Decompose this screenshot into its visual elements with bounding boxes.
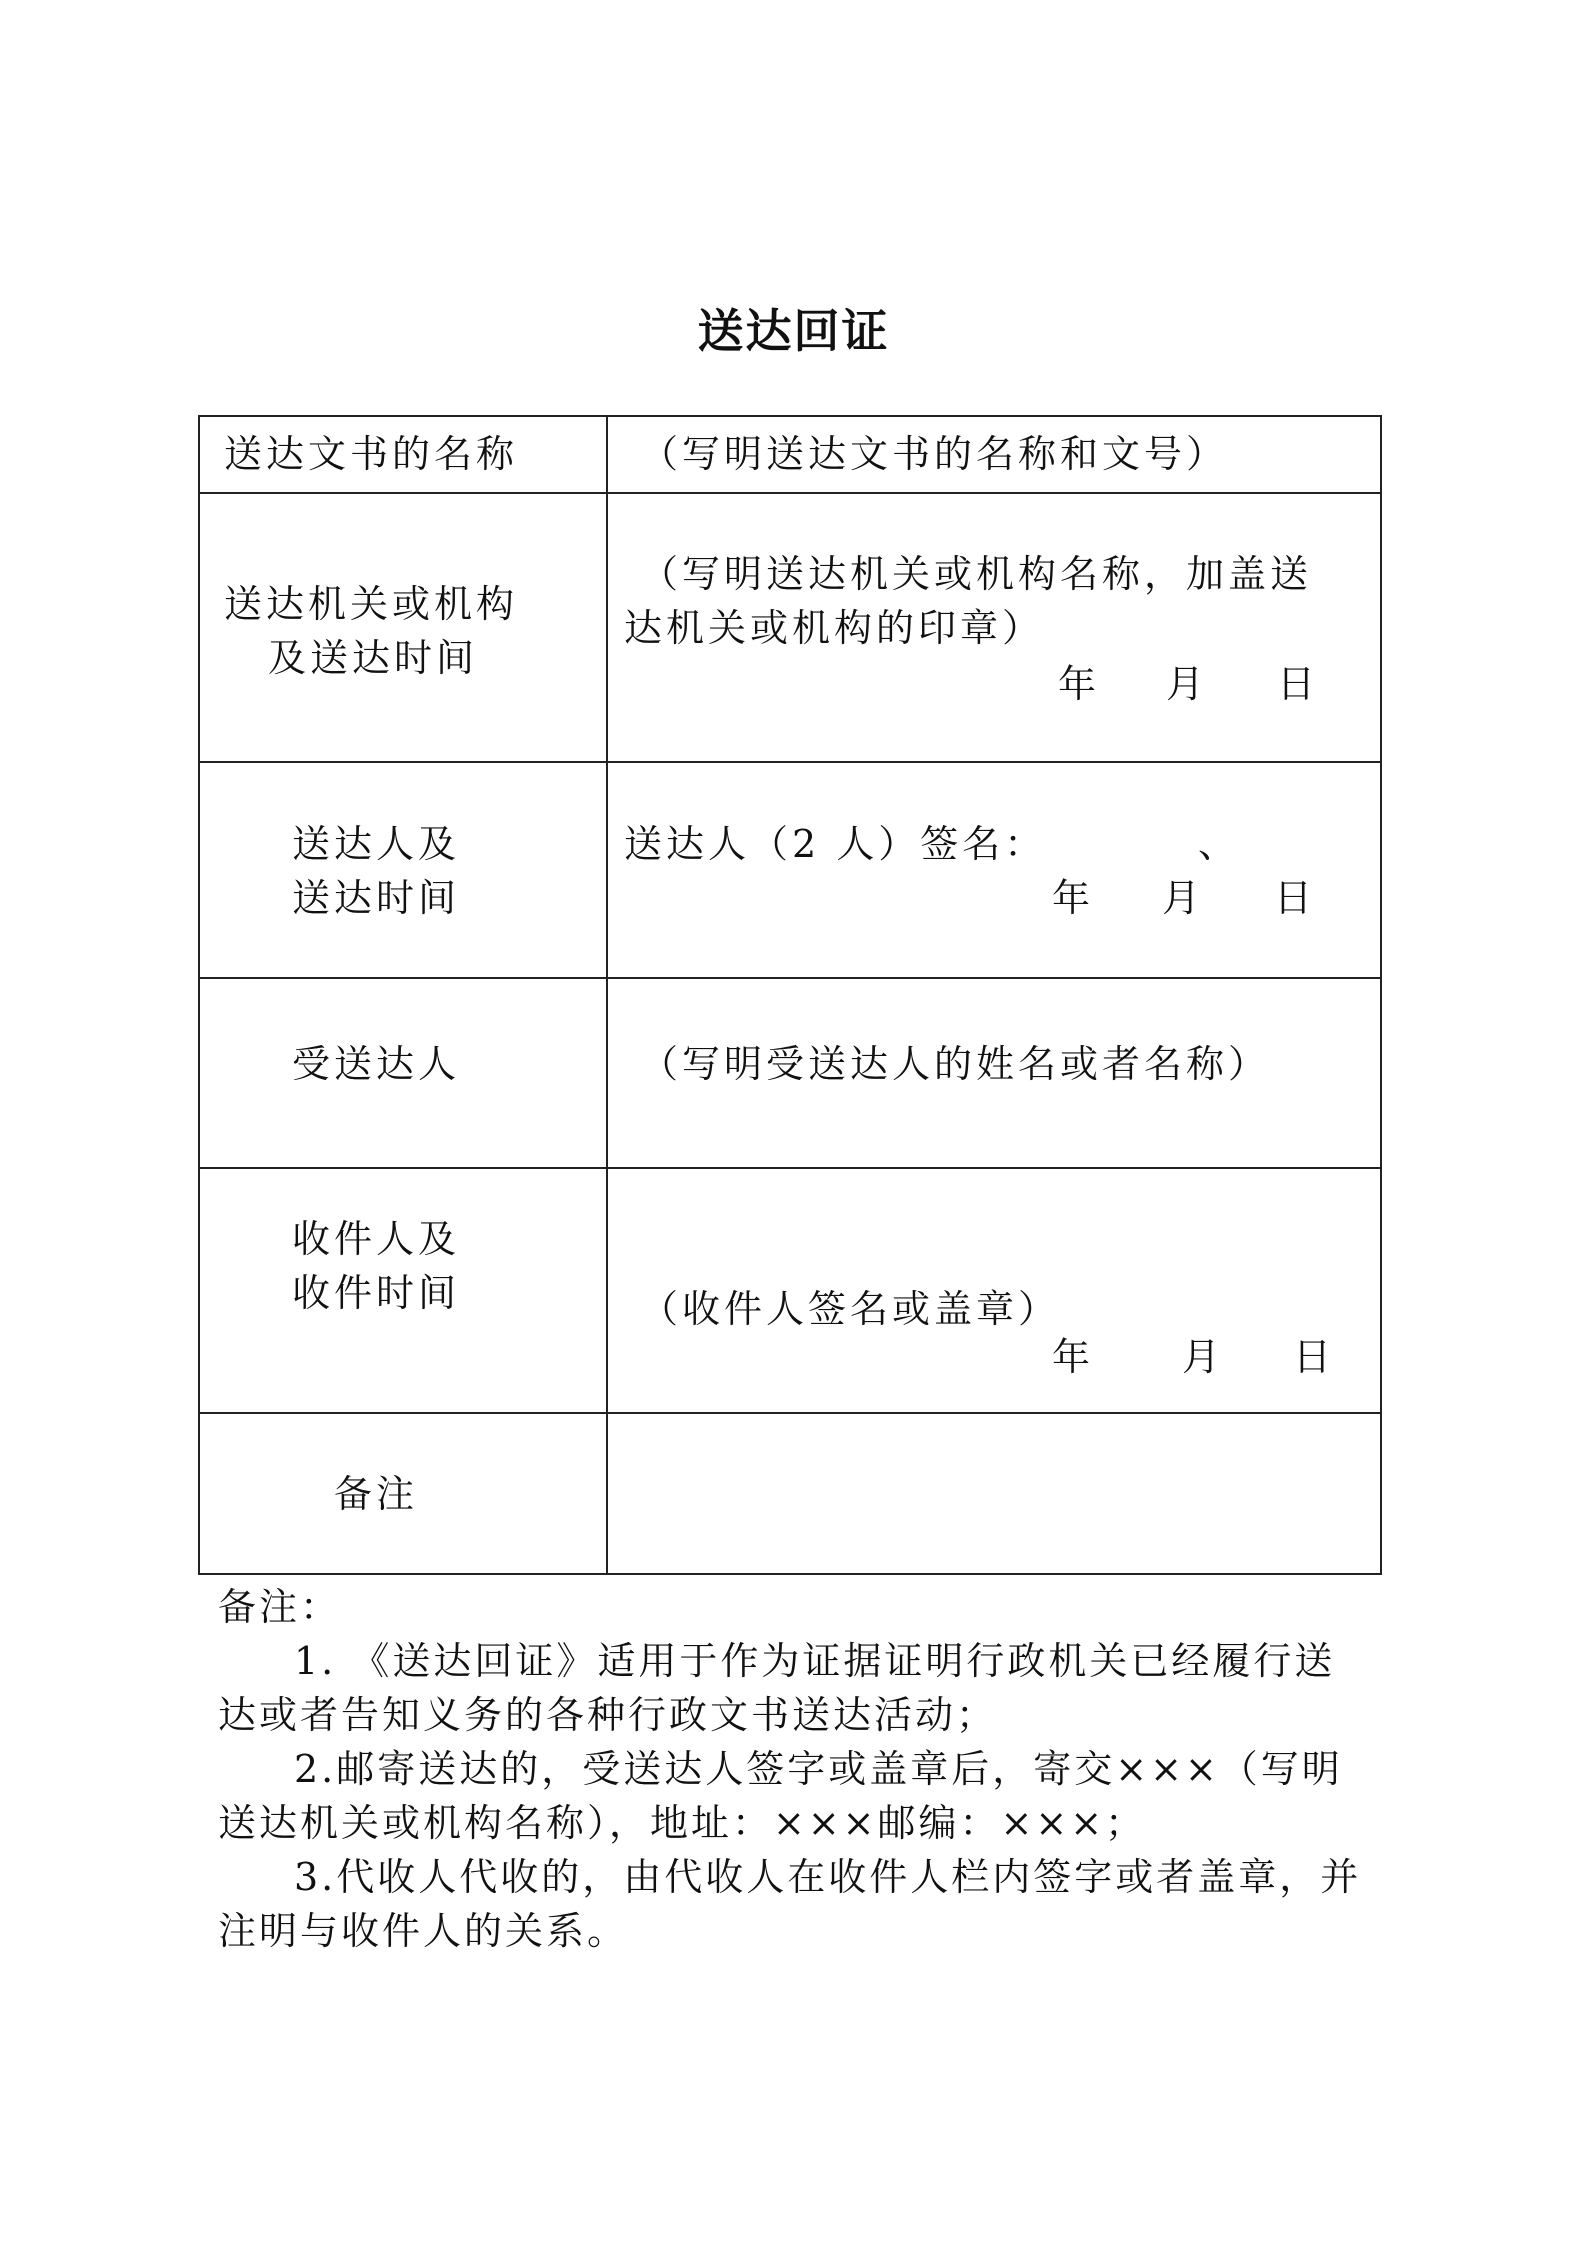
notes-heading: 备注：: [218, 1585, 342, 1629]
deliverer-signature-prompt: 送达人（2 人）签名：: [624, 822, 1047, 866]
note-item-3: 3.代收人代收的，由代收人在收件人栏内签字或者盖章，并注明与收件人的关系。: [218, 1855, 1362, 1953]
receiver-label-line1: 收件人及: [292, 1217, 461, 1261]
row-divider-2: [200, 761, 1380, 763]
row5-date-month: 月: [1182, 1335, 1225, 1379]
row3-date-month: 月: [1162, 876, 1205, 920]
receiver-label-line2: 收件时间: [292, 1271, 461, 1315]
deliverer-label-line2: 送达时间: [292, 876, 461, 920]
row2-date-year: 年: [1058, 662, 1101, 706]
row5-date-year: 年: [1052, 1335, 1095, 1379]
row-divider-1: [200, 492, 1380, 494]
document-name-value: （写明送达文书的名称和文号）: [640, 432, 1229, 476]
notes-section: [218, 1580, 1368, 1958]
note-item-1: 1. 《送达回证》适用于作为证据证明行政机关已经履行送达或者告知义务的各种行政文书送达活动；: [218, 1639, 1336, 1737]
row5-date-day: 日: [1293, 1335, 1336, 1379]
row2-date-month: 月: [1166, 662, 1209, 706]
deliverer-label-line1: 送达人及: [292, 822, 461, 866]
delivery-receipt-table: [198, 415, 1382, 1575]
receiver-signature-prompt: （收件人签名或盖章）: [640, 1287, 1061, 1331]
delivering-agency-value-line1: （写明送达机关或机构名称，加盖送: [640, 552, 1313, 596]
remarks-label: 备注: [334, 1472, 419, 1516]
row2-date-day: 日: [1277, 662, 1320, 706]
document-title: 送达回证: [697, 304, 890, 358]
delivering-agency-value-line2: 达机关或机构的印章）: [624, 606, 1045, 650]
row-divider-5: [200, 1412, 1380, 1414]
recipient-label: 受送达人: [292, 1042, 461, 1086]
row-divider-4: [200, 1167, 1380, 1169]
recipient-value: （写明受送达人的姓名或者名称）: [640, 1042, 1271, 1086]
document-name-label: 送达文书的名称: [224, 432, 519, 476]
delivering-agency-label-line1: 送达机关或机构: [224, 582, 519, 626]
column-divider: [606, 417, 608, 1573]
row3-date-year: 年: [1052, 876, 1095, 920]
deliverer-name-separator: 、: [1198, 822, 1241, 866]
note-item-2: 2.邮寄送达的，受送达人签字或盖章后，寄交×××（写明送达机关或机构名称），地址：×××邮编：×××；: [218, 1747, 1343, 1845]
delivering-agency-label-line2: 及送达时间: [268, 636, 479, 680]
row-divider-3: [200, 977, 1380, 979]
row3-date-day: 日: [1274, 876, 1317, 920]
